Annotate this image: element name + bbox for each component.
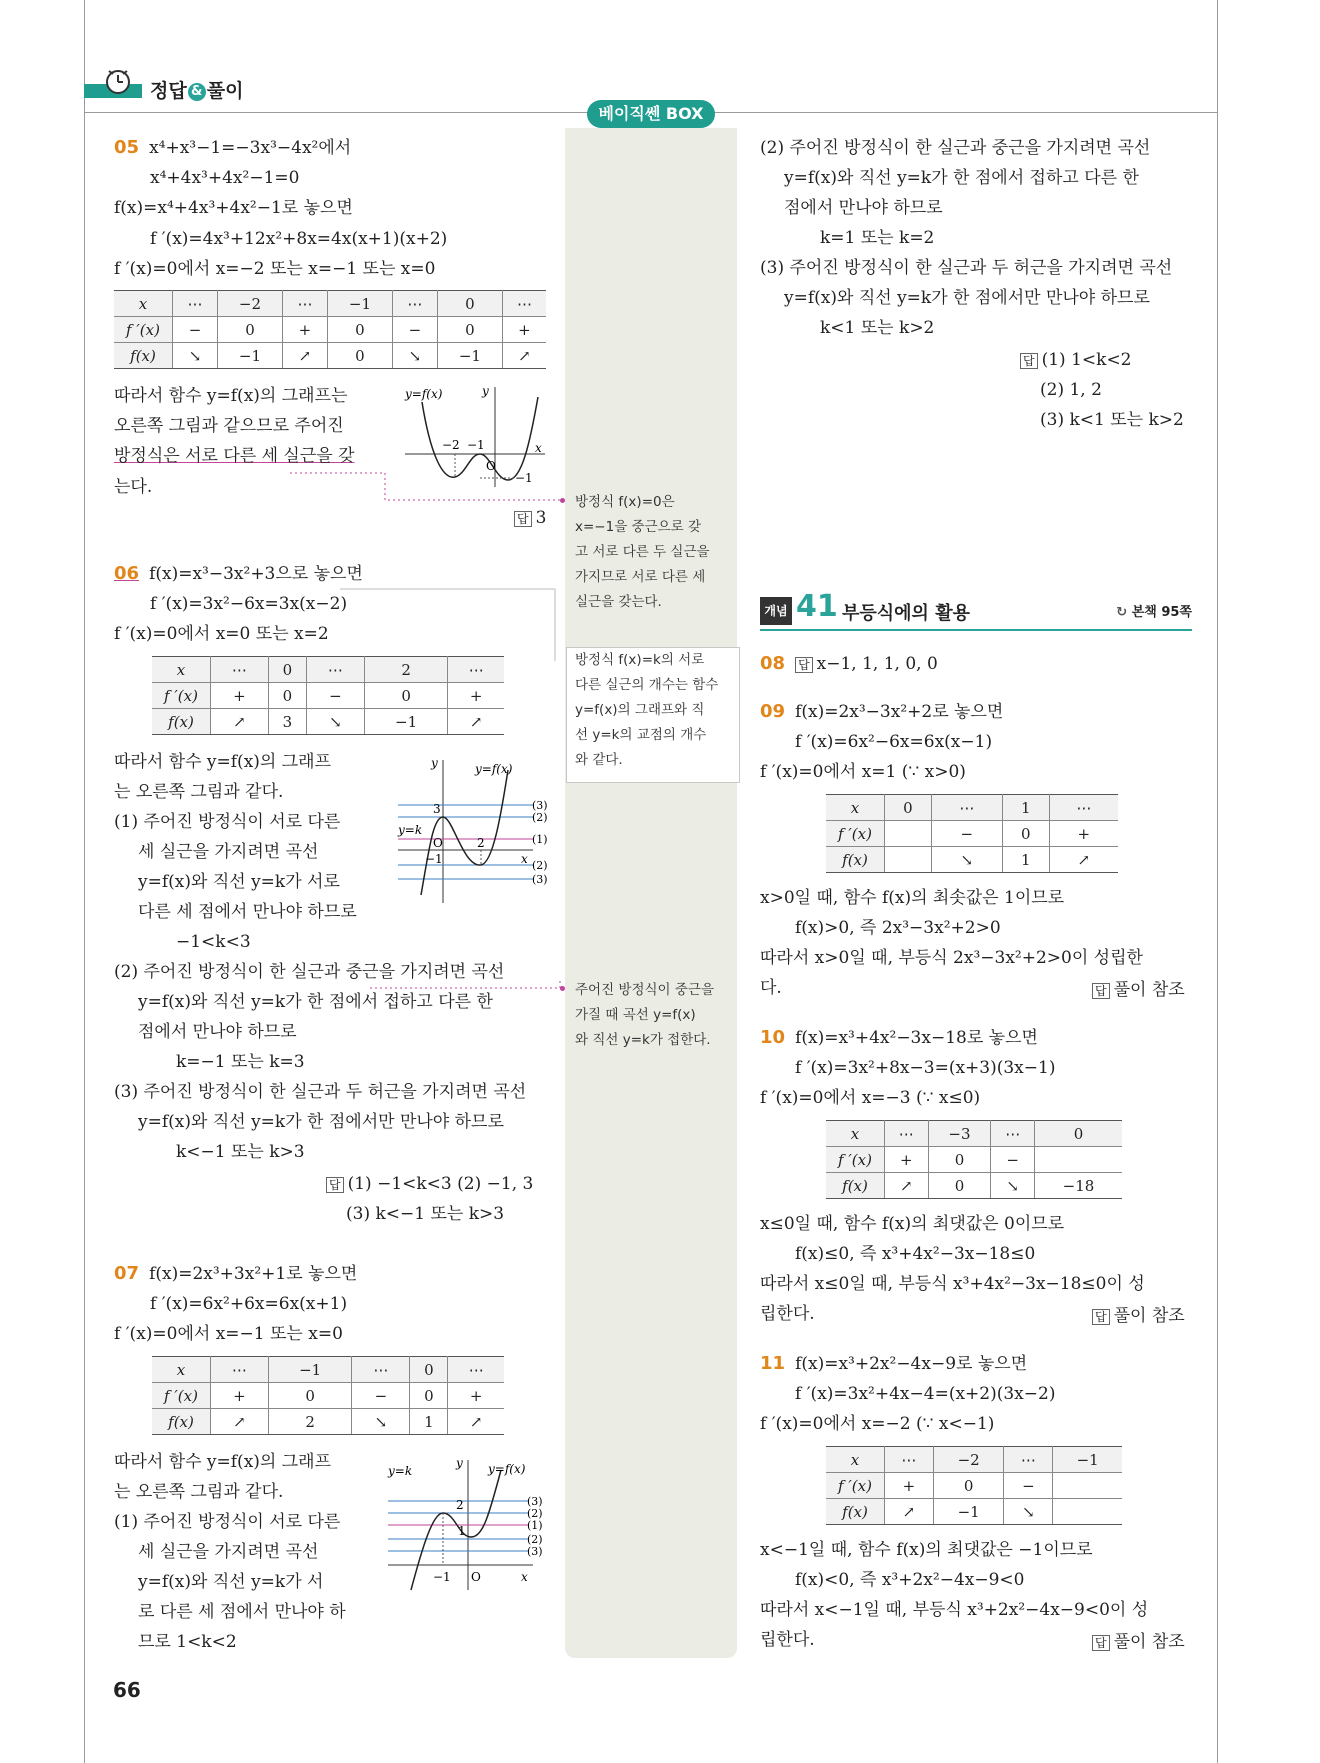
p07-region: (1) <box>527 1519 543 1532</box>
cell: ⋯ <box>885 1121 929 1147</box>
basic-box-column <box>565 128 737 1658</box>
p05-text-b: 오른쪽 그림과 같으므로 주어진 <box>114 416 344 436</box>
cell: ↘ <box>1004 1499 1053 1525</box>
p06-origin: O <box>433 836 443 850</box>
p07-region: (3) <box>527 1495 543 1508</box>
concept-number: 41 <box>796 589 838 624</box>
p06-y-label: y <box>431 756 438 770</box>
cell: f ′(x) <box>826 821 885 847</box>
rt-line-3: 점에서 만나야 하므로 <box>784 198 943 218</box>
title-right: 풀이 <box>206 80 244 102</box>
cell: ⋯ <box>448 657 504 683</box>
p05-line-4: f ′(x)=4x³+12x²+8x=4x(x+1)(x+2) <box>150 229 448 249</box>
rt-line-2: y=f(x)와 직선 y=k가 한 점에서 접하고 다른 한 <box>784 168 1139 188</box>
cell: f(x) <box>114 343 173 369</box>
cell: f(x) <box>826 847 885 873</box>
p10-text-a: x≤0일 때, 함수 f(x)의 최댓값은 0이므로 <box>760 1214 1065 1234</box>
cell: f ′(x) <box>114 317 173 343</box>
cell: 3 <box>268 709 306 735</box>
p10-answer <box>1092 1306 1185 1327</box>
p06-answer-value-1: (1) −1<k<3 (2) −1, 3 <box>347 1174 534 1194</box>
cell: 0 <box>1034 1121 1122 1147</box>
concept-tag: 개념 <box>760 597 792 625</box>
p11-answer <box>1092 1632 1185 1653</box>
cell: + <box>211 683 269 709</box>
page-number: 66 <box>113 1678 141 1702</box>
cell: −1 <box>933 1499 1004 1525</box>
cell: + <box>1049 821 1118 847</box>
cell: + <box>885 1147 929 1173</box>
p11-number: 11 <box>760 1353 786 1374</box>
cell <box>885 821 932 847</box>
p05-origin: O <box>486 459 496 473</box>
p06-text-c: (1) 주어진 방정식이 서로 다른 <box>114 812 341 832</box>
note1-line: 방정식 f(x)=0은 <box>575 494 675 510</box>
cell: f ′(x) <box>826 1147 885 1173</box>
cell: f ′(x) <box>152 683 211 709</box>
note3-line: 가질 때 곡선 y=f(x) <box>575 1007 696 1023</box>
cell: f(x) <box>826 1173 885 1199</box>
note2-line: 다른 실근의 개수는 함수 <box>575 677 719 693</box>
p05-curve-label: y=f(x) <box>405 387 443 401</box>
cell: f(x) <box>826 1499 885 1525</box>
p11-line-1 <box>760 1354 1027 1374</box>
p06-text-f: 다른 세 점에서 만나야 하므로 <box>138 902 357 922</box>
basic-box-badge: 베이직쎈 BOX <box>587 100 715 128</box>
p06-text-a: 따라서 함수 y=f(x)의 그래프 <box>114 752 332 772</box>
p07-text-d: 세 실근을 가지려면 곡선 <box>138 1542 319 1562</box>
note3-line: 와 직선 y=k가 접한다. <box>575 1032 711 1048</box>
rt-line-1: (2) 주어진 방정식이 한 실근과 중근을 가지려면 곡선 <box>760 138 1151 158</box>
cell: ↘ <box>173 343 218 369</box>
p11-line-2: f ′(x)=3x²+4x−4=(x+2)(3x−2) <box>795 1384 1056 1404</box>
cell: 0 <box>437 291 502 317</box>
cell: x <box>826 795 885 821</box>
p06-tick-3: 3 <box>433 802 441 816</box>
concept-title: 부등식에의 활용 <box>842 603 970 624</box>
p05-line-5: f ′(x)=0에서 x=−2 또는 x=−1 또는 x=0 <box>114 259 436 279</box>
cell: 0 <box>268 657 306 683</box>
p07-y-label: y <box>456 1456 463 1470</box>
p11-text-1: f(x)=x³+2x²−4x−9로 놓으면 <box>795 1354 1028 1374</box>
p06-region: (3) <box>532 799 548 812</box>
cell: −1 <box>1053 1447 1122 1473</box>
p06-tick-m1: −1 <box>425 852 443 866</box>
cell: ↗ <box>282 343 327 369</box>
p09-line-2: f ′(x)=6x²−6x=6x(x−1) <box>795 732 993 752</box>
p10-text-1: f(x)=x³+4x²−3x−18로 놓으면 <box>795 1028 1038 1048</box>
p08-answer: x−1, 1, 1, 0, 0 <box>816 654 938 674</box>
p06-text-b: 는 오른쪽 그림과 같다. <box>114 782 284 802</box>
p09-line-3: f ′(x)=0에서 x=1 (∵ x>0) <box>760 762 966 782</box>
p06-text-e: y=f(x)와 직선 y=k가 서로 <box>138 872 340 892</box>
cell: −1 <box>217 343 282 369</box>
cell: ↘ <box>991 1173 1035 1199</box>
p07-text-f: 로 다른 세 점에서 만나야 하 <box>138 1602 346 1622</box>
p05-answer <box>514 508 546 529</box>
answer-icon: 답 <box>1092 983 1110 999</box>
cell: ⋯ <box>282 291 327 317</box>
cell: ↘ <box>931 847 1002 873</box>
p06-table <box>152 656 504 735</box>
cell: x <box>114 291 173 317</box>
note3-line: 주어진 방정식이 중근을 <box>575 982 714 998</box>
concept-ref <box>1116 601 1192 620</box>
cell: 1 <box>1002 795 1049 821</box>
p07-text-1: f(x)=2x³+3x²+1로 놓으면 <box>149 1264 358 1284</box>
p06-number: 06 <box>114 563 140 584</box>
cell: 0 <box>437 317 502 343</box>
p07-region: (2) <box>527 1533 543 1546</box>
p09-text-1: f(x)=2x³−3x²+2로 놓으면 <box>795 702 1004 722</box>
cell: 0 <box>885 795 932 821</box>
side-note-1 <box>575 490 710 615</box>
p07-curve-label: y=f(x) <box>488 1462 526 1476</box>
p07-text-c: (1) 주어진 방정식이 서로 다른 <box>114 1512 341 1532</box>
p06-text-k: k=−1 또는 k=3 <box>176 1052 305 1072</box>
p10-answer-value: 풀이 참조 <box>1113 1306 1185 1326</box>
p07-line-3: f ′(x)=0에서 x=−1 또는 x=0 <box>114 1324 343 1344</box>
cell: ⋯ <box>931 795 1002 821</box>
p07-line-label: y=k <box>388 1464 413 1478</box>
cell: 0 <box>410 1357 448 1383</box>
cell: ⋯ <box>306 657 364 683</box>
answer-icon: 답 <box>795 657 813 673</box>
p06-text-d: 세 실근을 가지려면 곡선 <box>138 842 319 862</box>
cell: ↗ <box>448 1409 504 1435</box>
rt-answer-value-1: (1) 1<k<2 <box>1041 350 1132 370</box>
p07-text-e: y=f(x)와 직선 y=k가 서 <box>138 1572 324 1592</box>
cell: 0 <box>268 1383 352 1409</box>
p05-x-label: x <box>535 441 542 455</box>
side-note-3 <box>575 978 714 1053</box>
note-bullet <box>560 986 565 991</box>
cell: 0 <box>1002 821 1049 847</box>
cell: ⋯ <box>885 1447 934 1473</box>
cell: f ′(x) <box>152 1383 211 1409</box>
p09-answer-value: 풀이 참조 <box>1113 980 1185 1000</box>
p09-text-a: x>0일 때, 함수 f(x)의 최솟값은 1이므로 <box>760 888 1065 908</box>
p08-line <box>760 654 938 675</box>
note-bullet <box>560 498 565 503</box>
p05-tick-ym1: −1 <box>515 471 533 485</box>
p07-text-b: 는 오른쪽 그림과 같다. <box>114 1482 284 1502</box>
p06-line-2: f ′(x)=3x²−6x=3x(x−2) <box>150 594 348 614</box>
p06-answer-2: (3) k<−1 또는 k>3 <box>346 1204 505 1224</box>
cell: ⋯ <box>991 1121 1035 1147</box>
p10-number: 10 <box>760 1027 786 1048</box>
concept-rule <box>760 629 1192 631</box>
p10-text-c: 따라서 x≤0일 때, 부등식 x³+4x²−3x−18≤0이 성 <box>760 1274 1145 1294</box>
answer-icon: 답 <box>514 511 532 527</box>
cell: − <box>173 317 218 343</box>
cell: −3 <box>928 1121 991 1147</box>
cell: + <box>448 1383 504 1409</box>
rt-line-4: k=1 또는 k=2 <box>820 228 935 248</box>
cell: −2 <box>217 291 282 317</box>
p07-line-2: f ′(x)=6x²+6x=6x(x+1) <box>150 1294 348 1314</box>
p11-answer-value: 풀이 참조 <box>1113 1632 1185 1652</box>
p09-text-c: 따라서 x>0일 때, 부등식 2x³−3x²+2>0이 성립한 <box>760 948 1143 968</box>
p11-text-a: x<−1일 때, 함수 f(x)의 최댓값은 −1이므로 <box>760 1540 1093 1560</box>
page-border-left <box>84 0 85 1763</box>
concept-header <box>760 589 1192 627</box>
answer-icon: 답 <box>326 1177 344 1193</box>
section-title <box>150 76 243 103</box>
rt-answer-1 <box>1020 350 1132 371</box>
cell: + <box>282 317 327 343</box>
cell: ↗ <box>885 1173 929 1199</box>
p06-graph <box>393 755 553 905</box>
cell: + <box>211 1383 269 1409</box>
cell: f ′(x) <box>826 1473 885 1499</box>
p06-answer-1 <box>326 1174 533 1195</box>
note1-line: 고 서로 다른 두 실근을 <box>575 544 710 560</box>
p07-x-label: x <box>521 1570 528 1584</box>
cell: ⋯ <box>392 291 437 317</box>
cell: ⋯ <box>502 291 546 317</box>
connector-1 <box>290 470 570 505</box>
answer-icon: 답 <box>1092 1309 1110 1325</box>
cell: − <box>1004 1473 1053 1499</box>
p05-number: 05 <box>114 137 140 158</box>
cell: − <box>991 1147 1035 1173</box>
p10-line-1 <box>760 1028 1038 1048</box>
cell: ⋯ <box>173 291 218 317</box>
cell: ⋯ <box>448 1357 504 1383</box>
p09-answer <box>1092 980 1185 1001</box>
p06-region: (2) <box>532 859 548 872</box>
p06-text-i: y=f(x)와 직선 y=k가 한 점에서 접하고 다른 한 <box>138 992 493 1012</box>
p11-text-b: f(x)<0, 즉 x³+2x²−4x−9<0 <box>795 1570 1025 1590</box>
cell: − <box>931 821 1002 847</box>
p06-line-3: f ′(x)=0에서 x=0 또는 x=2 <box>114 624 329 644</box>
rt-answer-3: (3) k<1 또는 k>2 <box>1040 410 1184 430</box>
note1-line: x=−1을 중근으로 갖 <box>575 519 702 535</box>
cell: 0 <box>217 317 282 343</box>
p06-text-g: −1<k<3 <box>176 932 251 952</box>
p06-text-m: y=f(x)와 직선 y=k가 한 점에서만 만나야 하므로 <box>138 1112 504 1132</box>
refresh-icon: ↻ <box>1116 605 1132 620</box>
cell: x <box>826 1121 885 1147</box>
p07-origin: O <box>471 1570 481 1584</box>
answer-icon: 답 <box>1092 1635 1110 1651</box>
cell: ↘ <box>392 343 437 369</box>
p09-text-d: 다. <box>760 978 782 998</box>
cell: 0 <box>928 1147 991 1173</box>
p11-text-c: 따라서 x<−1일 때, 부등식 x³+2x²−4x−9<0이 성 <box>760 1600 1149 1620</box>
p05-text-c: 방정식은 서로 다른 세 실근을 갖 <box>114 446 355 466</box>
p07-line-1 <box>114 1264 357 1284</box>
p06-region: (3) <box>532 873 548 886</box>
p09-number: 09 <box>760 701 786 722</box>
p05-tick-m1: −1 <box>467 438 485 452</box>
cell: −1 <box>364 709 448 735</box>
cell: x <box>152 657 211 683</box>
cell: 1 <box>1002 847 1049 873</box>
cell: − <box>352 1383 410 1409</box>
connector-3 <box>370 978 570 992</box>
cell: ↗ <box>211 709 269 735</box>
p07-number: 07 <box>114 1263 140 1284</box>
p05-text-1: x⁴+x³−1=−3x³−4x²에서 <box>149 138 352 158</box>
cell: ⋯ <box>211 1357 269 1383</box>
cell: x <box>152 1357 211 1383</box>
p06-tick-2: 2 <box>477 836 485 850</box>
note2-line: 방정식 f(x)=k의 서로 <box>575 652 705 668</box>
cell: 2 <box>364 657 448 683</box>
cell: 0 <box>410 1383 448 1409</box>
cell: x <box>826 1447 885 1473</box>
rt-line-5: (3) 주어진 방정식이 한 실근과 두 허근을 가지려면 곡선 <box>760 258 1173 278</box>
p07-text-g: 므로 1<k<2 <box>138 1632 237 1652</box>
p10-line-2: f ′(x)=3x²+8x−3=(x+3)(3x−1) <box>795 1058 1056 1078</box>
p05-line-3: f(x)=x⁴+4x³+4x²−1로 놓으면 <box>114 198 353 218</box>
p06-line-label: y=k <box>398 823 423 837</box>
cell: 0 <box>327 317 392 343</box>
p07-text-a: 따라서 함수 y=f(x)의 그래프 <box>114 1452 332 1472</box>
p09-text-b: f(x)>0, 즉 2x³−3x²+2>0 <box>795 918 1001 938</box>
p06-region: (1) <box>532 833 548 846</box>
cell: 0 <box>928 1173 991 1199</box>
p05-text-a: 따라서 함수 y=f(x)의 그래프는 <box>114 386 348 406</box>
p06-curve-label: y=f(x) <box>475 762 513 776</box>
cell: −2 <box>933 1447 1004 1473</box>
cell: −18 <box>1034 1173 1122 1199</box>
p06-text-h: (2) 주어진 방정식이 한 실근과 중근을 가지려면 곡선 <box>114 962 505 982</box>
p09-table <box>826 794 1118 873</box>
cell: − <box>392 317 437 343</box>
cell: ⋯ <box>211 657 269 683</box>
cell: ⋯ <box>1004 1447 1053 1473</box>
cell: ↗ <box>448 709 504 735</box>
note2-line: 와 같다. <box>575 752 623 768</box>
cell: 2 <box>268 1409 352 1435</box>
clock-icon <box>103 66 133 96</box>
rt-line-7: k<1 또는 k>2 <box>820 318 935 338</box>
p10-table <box>826 1120 1122 1199</box>
p11-text-d: 립한다. <box>760 1630 815 1650</box>
p06-text-n: k<−1 또는 k>3 <box>176 1142 305 1162</box>
p05-y-label: y <box>482 384 489 398</box>
cell: + <box>448 683 504 709</box>
cell: f(x) <box>152 1409 211 1435</box>
p10-text-b: f(x)≤0, 즉 x³+4x²−3x−18≤0 <box>795 1244 1036 1264</box>
p05-text-d: 는다. <box>114 477 153 497</box>
cell: 1 <box>410 1409 448 1435</box>
cell: ↘ <box>352 1409 410 1435</box>
cell: ↗ <box>1049 847 1118 873</box>
p05-table <box>114 290 546 369</box>
p07-tick-1: 1 <box>458 1524 466 1538</box>
p07-tick-m1: −1 <box>433 1570 451 1584</box>
cell: + <box>502 317 546 343</box>
cell: 0 <box>327 343 392 369</box>
p06-region: (2) <box>532 811 548 824</box>
title-left: 정답 <box>150 80 187 102</box>
amp-badge: & <box>188 83 206 101</box>
cell: −1 <box>268 1357 352 1383</box>
p07-region: (2) <box>527 1507 543 1520</box>
rt-line-6: y=f(x)와 직선 y=k가 한 점에서만 만나야 하므로 <box>784 288 1150 308</box>
cell: ↗ <box>211 1409 269 1435</box>
page-border-right <box>1217 0 1218 1763</box>
answer-icon: 답 <box>1020 353 1038 369</box>
cell: ⋯ <box>352 1357 410 1383</box>
cell: 0 <box>933 1473 1004 1499</box>
p09-line-1 <box>760 702 1003 722</box>
note1-line: 실근을 갖는다. <box>575 594 662 610</box>
cell: ↘ <box>306 709 364 735</box>
p05-tick-m2: −2 <box>442 438 460 452</box>
p07-graph <box>383 1455 553 1595</box>
p07-region: (3) <box>527 1545 543 1558</box>
cell: f(x) <box>152 709 211 735</box>
cell: −1 <box>437 343 502 369</box>
rt-answer-2: (2) 1, 2 <box>1040 380 1102 400</box>
p05-answer-value: 3 <box>535 508 547 528</box>
note2-line: 선 y=k의 교점의 개수 <box>575 727 707 743</box>
p06-x-label: x <box>521 852 528 866</box>
p10-line-3: f ′(x)=0에서 x=−3 (∵ x≤0) <box>760 1088 981 1108</box>
cell: ↗ <box>885 1499 934 1525</box>
p06-line-1 <box>114 564 363 584</box>
cell: ↗ <box>502 343 546 369</box>
cell: −1 <box>327 291 392 317</box>
p10-text-d: 립한다. <box>760 1304 815 1324</box>
cell: 0 <box>364 683 448 709</box>
connector-2 <box>340 586 570 666</box>
p11-table <box>826 1446 1122 1525</box>
cell <box>1053 1473 1122 1499</box>
note1-line: 가지므로 서로 다른 세 <box>575 569 706 585</box>
p06-text-j: 점에서 만나야 하므로 <box>138 1022 297 1042</box>
p07-tick-2: 2 <box>456 1498 464 1512</box>
p06-text-1: f(x)=x³−3x²+3으로 놓으면 <box>149 564 363 584</box>
side-note-2 <box>575 648 718 773</box>
p05-line-1 <box>114 138 351 158</box>
cell <box>1034 1147 1122 1173</box>
p05-line-2: x⁴+4x³+4x²−1=0 <box>150 168 300 188</box>
cell: ⋯ <box>1049 795 1118 821</box>
cell <box>885 847 932 873</box>
p07-table <box>152 1356 504 1435</box>
note2-line: y=f(x)의 그래프와 직 <box>575 702 705 718</box>
concept-ref-text: 본책 95쪽 <box>1131 605 1192 620</box>
cell <box>1053 1499 1122 1525</box>
p08-number: 08 <box>760 653 786 674</box>
cell: − <box>306 683 364 709</box>
cell: 0 <box>268 683 306 709</box>
p11-line-3: f ′(x)=0에서 x=−2 (∵ x<−1) <box>760 1414 995 1434</box>
p06-text-l: (3) 주어진 방정식이 한 실근과 두 허근을 가지려면 곡선 <box>114 1082 527 1102</box>
cell: + <box>885 1473 934 1499</box>
